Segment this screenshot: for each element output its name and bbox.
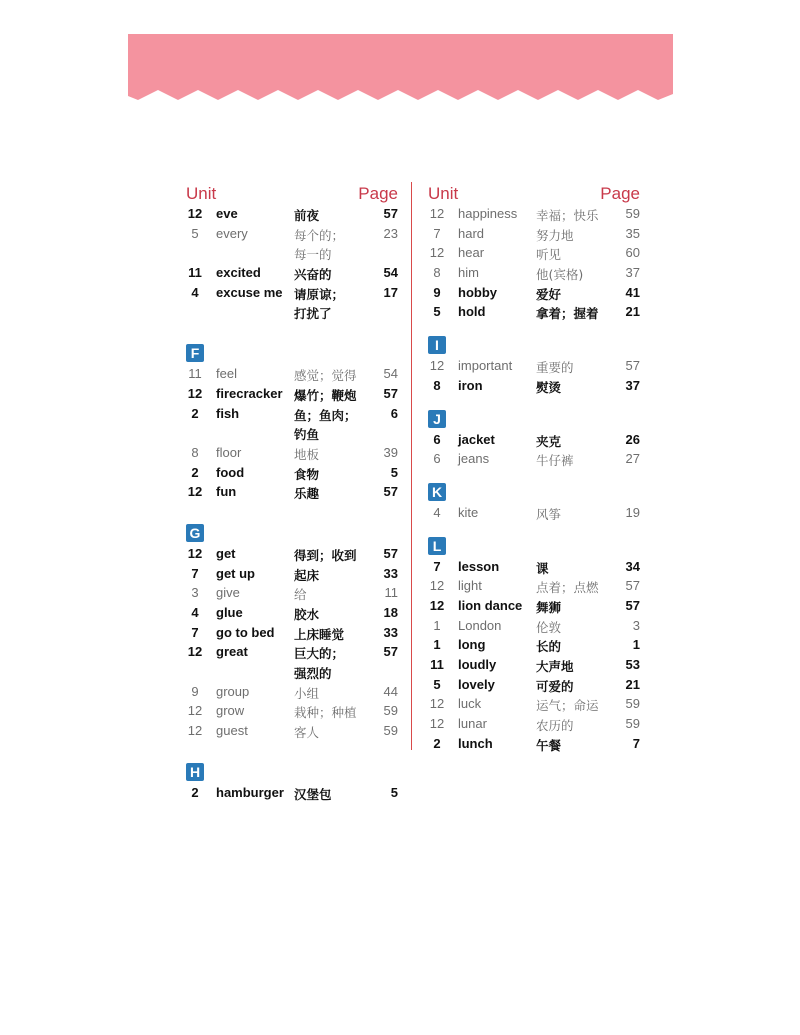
page-number: 26 (625, 431, 640, 447)
unit-number: 12 (429, 206, 445, 221)
chinese-meaning: 风筝 (536, 506, 562, 522)
section-g (186, 546, 398, 743)
glossary-row (428, 245, 640, 265)
glossary-row (428, 265, 640, 285)
page-number: 53 (625, 657, 640, 672)
english-word: London (458, 617, 502, 633)
chinese-meaning: 努力地 (536, 227, 574, 243)
glossary-row (428, 285, 640, 305)
left-column (186, 184, 398, 805)
english-word: eve (216, 206, 238, 221)
glossary-row (186, 366, 398, 386)
page-number: 54 (383, 265, 398, 281)
glossary-row (186, 285, 398, 305)
page-number: 44 (383, 683, 398, 699)
glossary-row (186, 304, 398, 324)
page-number: 27 (625, 451, 640, 467)
unit-number: 4 (433, 504, 441, 520)
page-number: 57 (383, 484, 398, 500)
unit-number: 12 (187, 206, 203, 221)
unit-number: 12 (187, 545, 203, 561)
page-number: 60 (625, 245, 640, 261)
letter-badge-k: K (428, 483, 446, 501)
chinese-meaning: 伦敦 (536, 619, 562, 635)
english-word: luck (458, 696, 482, 712)
page-number: 34 (625, 558, 640, 574)
unit-number: 8 (191, 444, 199, 460)
glossary-row (186, 785, 398, 805)
page-number: 37 (625, 265, 640, 281)
glossary-row (186, 406, 398, 426)
chinese-meaning: 感觉；觉得 (294, 368, 357, 384)
unit-number: 5 (191, 225, 199, 241)
glossary-row (186, 625, 398, 645)
unit-number: 12 (429, 597, 445, 613)
english-word: jeans (458, 451, 490, 467)
chinese-meaning: 请原谅； (294, 286, 345, 302)
page-number: 6 (390, 405, 398, 421)
english-word: feel (216, 366, 237, 382)
section-i (428, 358, 640, 397)
chinese-meaning: 牛仔裤 (536, 453, 574, 469)
chinese-meaning: 前夜 (294, 208, 320, 223)
unit-number: 7 (433, 225, 441, 241)
chinese-meaning: 起床 (294, 567, 320, 583)
unit-number: 9 (433, 284, 441, 300)
chinese-meaning: 幸福；快乐 (536, 208, 599, 223)
letter-badge-j: J (428, 410, 446, 428)
unit-number: 1 (433, 637, 441, 653)
unit-number: 6 (433, 451, 441, 467)
unit-number: 6 (433, 431, 441, 447)
english-word: go to bed (216, 624, 275, 640)
chinese-meaning: 钓鱼 (294, 427, 320, 443)
unit-number: 5 (433, 304, 441, 320)
glossary-row (428, 736, 640, 756)
unit-number: 12 (187, 644, 203, 660)
english-word: every (216, 225, 248, 241)
glossary-row (186, 484, 398, 504)
chinese-meaning: 可爱的 (536, 678, 574, 694)
right-column-header (428, 184, 640, 206)
page-number: 33 (383, 624, 398, 640)
chinese-meaning: 地板 (294, 446, 320, 462)
section-e-left (186, 206, 398, 324)
glossary-row (186, 425, 398, 445)
glossary-row (186, 605, 398, 625)
unit-number: 11 (188, 265, 202, 281)
letter-badge-i: I (428, 336, 446, 354)
unit-number: 3 (191, 585, 199, 601)
chinese-meaning: 巨大的； (294, 646, 345, 662)
page-number: 54 (383, 366, 398, 382)
unit-number: 5 (433, 676, 441, 692)
column-divider (411, 182, 412, 750)
glossary-row (186, 265, 398, 285)
right-column (428, 184, 640, 755)
page-number: 59 (625, 716, 640, 732)
unit-number: 11 (430, 657, 444, 672)
section-f (186, 366, 398, 504)
chinese-meaning: 客人 (294, 725, 320, 741)
glossary-row (186, 644, 398, 664)
glossary-row (428, 358, 640, 378)
english-word: glue (216, 605, 243, 620)
page-number: 5 (390, 784, 398, 800)
glossary-row (428, 226, 640, 246)
unit-number: 12 (429, 245, 445, 261)
letter-badge-h: H (186, 763, 204, 781)
english-word: lunch (458, 735, 493, 751)
glossary-row (186, 684, 398, 704)
unit-number: 12 (429, 716, 445, 732)
section-h-right (428, 206, 640, 324)
page-number: 59 (383, 703, 398, 719)
glossary-page (128, 34, 673, 802)
chinese-meaning: 夹克 (536, 433, 562, 449)
letter-badge-l: L (428, 537, 446, 555)
chinese-meaning: 上床睡觉 (294, 626, 345, 642)
english-word: floor (216, 444, 242, 460)
chinese-meaning: 舞狮 (536, 599, 562, 615)
unit-header: Unit (428, 184, 459, 203)
unit-header: Unit (186, 184, 217, 203)
unit-number: 2 (191, 784, 199, 800)
chinese-meaning: 兴奋的 (294, 267, 332, 283)
unit-number: 4 (191, 605, 199, 620)
glossary-row (428, 637, 640, 657)
page-number: 21 (625, 676, 640, 692)
chinese-meaning: 汉堡包 (294, 786, 332, 802)
page-number: 57 (383, 385, 398, 401)
page-number: 57 (625, 578, 640, 594)
unit-number: 12 (429, 696, 445, 712)
chinese-meaning: 听见 (536, 247, 562, 263)
glossary-row (186, 723, 398, 743)
unit-number: 11 (188, 366, 202, 382)
page-header: Page (358, 184, 398, 203)
english-word: give (216, 585, 240, 601)
section-h-left (186, 785, 398, 805)
glossary-row (186, 465, 398, 485)
chinese-meaning: 午餐 (536, 737, 562, 753)
page-number: 41 (625, 284, 640, 300)
letter-badge-f: F (186, 344, 204, 362)
glossary-row (428, 505, 640, 525)
unit-number: 12 (429, 578, 445, 594)
chinese-meaning: 运气；命运 (536, 698, 599, 714)
left-column-header (186, 184, 398, 206)
english-word: hold (458, 304, 486, 320)
unit-number: 12 (187, 723, 203, 739)
english-word: get up (216, 565, 255, 581)
glossary-row (428, 378, 640, 398)
glossary-row (186, 585, 398, 605)
chinese-meaning: 长的 (536, 639, 562, 655)
english-word: food (216, 464, 245, 480)
page-number: 19 (625, 504, 640, 520)
page-number: 57 (625, 358, 640, 374)
page-number: 39 (383, 444, 398, 460)
page-number: 17 (383, 284, 398, 300)
chinese-meaning: 强烈的 (294, 666, 332, 682)
glossary-row (186, 206, 398, 226)
page-number: 23 (383, 225, 398, 241)
section-k (428, 505, 640, 525)
chinese-meaning: 乐趣 (294, 486, 320, 502)
glossary-row (428, 598, 640, 618)
english-word: him (458, 265, 479, 281)
glossary-row (428, 451, 640, 471)
chinese-meaning: 拿着；握着 (536, 306, 599, 322)
chinese-meaning: 得到；收到 (294, 547, 357, 563)
english-word: lunar (458, 716, 487, 732)
page-number: 59 (625, 206, 640, 221)
english-word: fish (216, 405, 240, 421)
english-word: hear (458, 245, 485, 261)
chinese-meaning: 给 (294, 587, 307, 603)
unit-number: 9 (191, 683, 199, 699)
page-number: 3 (632, 617, 640, 633)
english-word: kite (458, 504, 479, 520)
page-number: 11 (384, 585, 398, 601)
english-word: excuse me (216, 284, 283, 300)
glossary-row (186, 226, 398, 246)
glossary-row (186, 703, 398, 723)
page-number: 37 (625, 377, 640, 393)
unit-number: 12 (187, 385, 203, 401)
glossary-row (428, 696, 640, 716)
english-word: hobby (458, 284, 497, 300)
chinese-meaning: 小组 (294, 685, 320, 701)
chinese-meaning: 重要的 (536, 360, 574, 376)
english-word: lovely (458, 676, 495, 692)
unit-number: 4 (191, 284, 199, 300)
page-number: 33 (383, 565, 398, 581)
zigzag-banner (128, 34, 673, 109)
english-word: important (458, 358, 513, 374)
english-word: hard (458, 225, 485, 241)
page-number: 57 (383, 644, 398, 660)
english-word: firecracker (216, 385, 283, 401)
page-number: 59 (383, 723, 398, 739)
page-number: 57 (383, 206, 398, 221)
page-number: 57 (625, 597, 640, 613)
page-number: 57 (383, 545, 398, 561)
chinese-meaning: 他(宾格) (536, 267, 584, 283)
chinese-meaning: 大声地 (536, 659, 574, 674)
english-word: lion dance (458, 597, 523, 613)
english-word: great (216, 644, 248, 660)
glossary-row (186, 386, 398, 406)
english-word: happiness (458, 206, 518, 221)
unit-number: 12 (187, 484, 203, 500)
glossary-row (428, 559, 640, 579)
glossary-row (186, 566, 398, 586)
page-number: 21 (625, 304, 640, 320)
glossary-row (186, 445, 398, 465)
unit-number: 2 (191, 405, 199, 421)
glossary-row (186, 664, 398, 684)
glossary-row (428, 716, 640, 736)
english-word: hamburger (216, 784, 284, 800)
page-header: Page (600, 184, 640, 203)
chinese-meaning: 农历的 (536, 718, 574, 734)
chinese-meaning: 爆竹；鞭炮 (294, 387, 357, 403)
english-word: iron (458, 377, 483, 393)
unit-number: 8 (433, 265, 441, 281)
unit-number: 1 (433, 617, 441, 633)
unit-number: 7 (433, 558, 441, 574)
english-word: get (216, 545, 236, 561)
unit-number: 2 (191, 464, 199, 480)
unit-number: 8 (433, 377, 441, 393)
page-number: 1 (632, 637, 640, 653)
letter-badge-g: G (186, 524, 204, 542)
glossary-row (428, 432, 640, 452)
chinese-meaning: 爱好 (536, 286, 562, 302)
chinese-meaning: 栽种；种植 (294, 705, 357, 721)
glossary-row (428, 618, 640, 638)
english-word: light (458, 578, 482, 594)
glossary-row (186, 245, 398, 265)
glossary-row (428, 677, 640, 697)
english-word: long (458, 637, 486, 653)
glossary-row (428, 304, 640, 324)
chinese-meaning: 食物 (294, 466, 320, 482)
glossary-row (428, 206, 640, 226)
english-word: excited (216, 265, 261, 281)
english-word: group (216, 683, 250, 699)
unit-number: 7 (191, 565, 199, 581)
english-word: grow (216, 703, 245, 719)
unit-number: 2 (433, 735, 441, 751)
chinese-meaning: 每个的； (294, 227, 345, 243)
chinese-meaning: 熨烫 (536, 379, 562, 395)
chinese-meaning: 打扰了 (294, 306, 332, 322)
unit-number: 12 (187, 703, 203, 719)
page-number: 7 (632, 735, 640, 751)
english-word: jacket (458, 431, 495, 447)
chinese-meaning: 胶水 (294, 607, 320, 622)
english-word: fun (216, 484, 237, 500)
glossary-row (428, 578, 640, 598)
english-word: loudly (458, 657, 497, 672)
page-number: 35 (625, 225, 640, 241)
section-l (428, 559, 640, 756)
unit-number: 7 (191, 624, 199, 640)
chinese-meaning: 点着；点燃 (536, 580, 599, 596)
chinese-meaning: 每一的 (294, 247, 332, 263)
english-word: lesson (458, 558, 500, 574)
english-word: guest (216, 723, 248, 739)
glossary-row (428, 657, 640, 677)
chinese-meaning: 鱼；鱼肉； (294, 407, 357, 423)
page-number: 18 (383, 605, 398, 620)
page-number: 5 (390, 464, 398, 480)
section-j (428, 432, 640, 471)
chinese-meaning: 课 (536, 560, 549, 576)
page-number: 59 (625, 696, 640, 712)
glossary-row (186, 546, 398, 566)
unit-number: 12 (429, 358, 445, 374)
